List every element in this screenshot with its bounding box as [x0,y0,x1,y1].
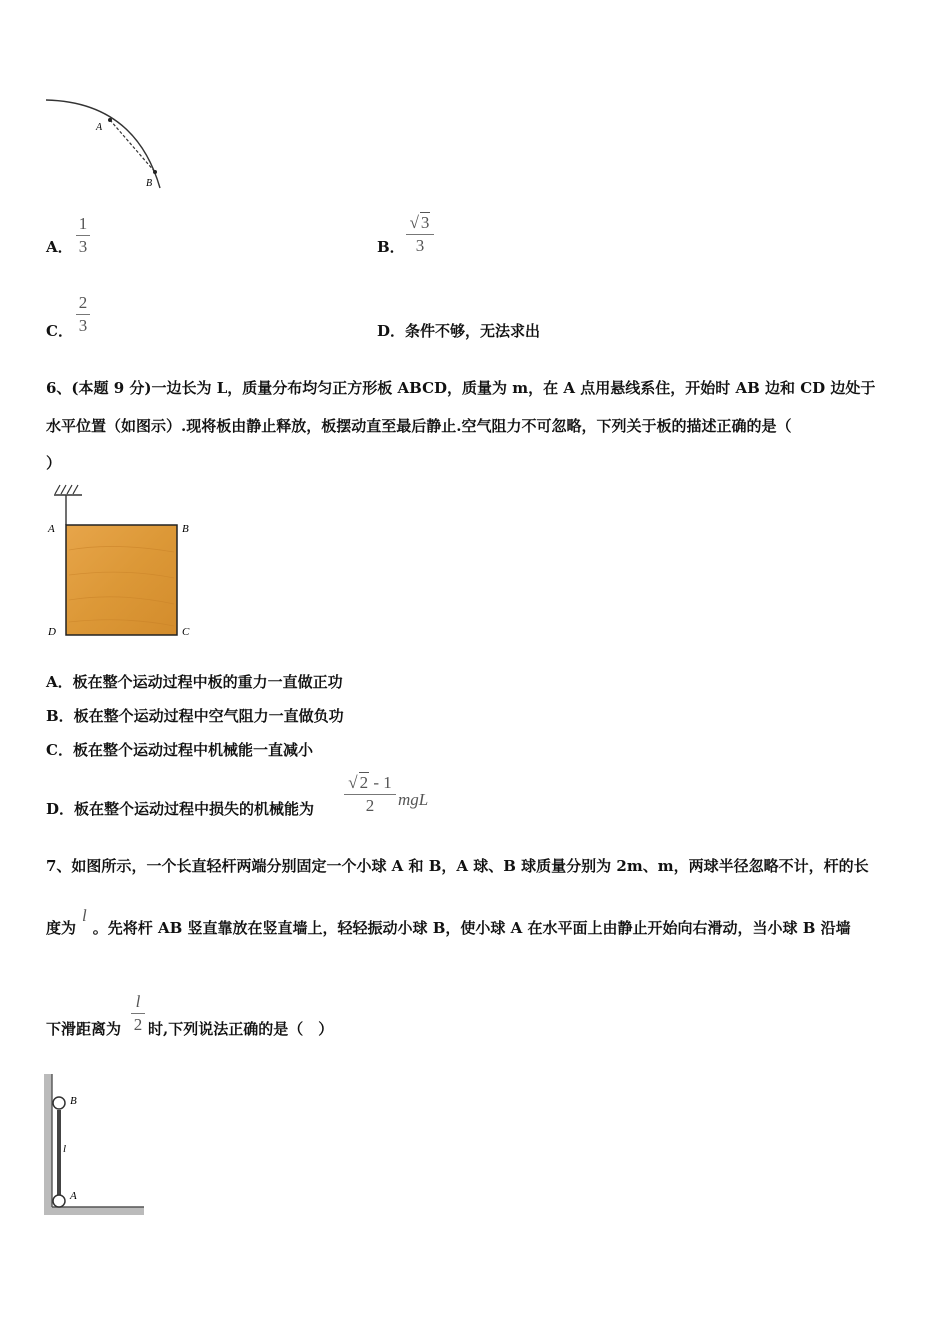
q5-option-b-fraction: √ 3 3 [406,212,434,256]
q5-option-c-fraction [76,293,90,336]
arc-label-a: A [96,122,103,133]
q7-fraction-num: l [135,992,141,1011]
rod-figure [40,1070,150,1220]
plate-label-d: D [48,626,56,638]
q5-option-a-den: 3 [78,237,88,256]
q5-option-b-den: 3 [415,236,425,255]
q6-stem-line2: 水平位置（如图示）.现将板由静止释放，板摆动直至最后静止.空气阻力不可忽略，下列关于板的描述正确的是（ [46,417,792,435]
q6-option-d-text: D．板在整个运动过程中损失的机械能为 [46,800,315,818]
q6-option-b: B．板在整个运动过程中空气阻力一直做负功 [46,707,344,725]
floor-hatch [44,1207,144,1215]
q6-option-d-root: 2 [359,773,369,792]
q7-stem-line3-pre: 下滑距离为 [46,1020,122,1038]
q5-option-d: D．条件不够，无法求出 [377,322,541,340]
q7-stem-line2: 度为l。先将杆 AB 竖直靠放在竖直墙上，轻轻振动小球 B，使小球 A 在水平面上由静止开始向右滑动，当小球 B 沿墙 [46,906,851,937]
ceiling-hatch [55,485,78,494]
ball-b [53,1097,65,1109]
arc-label-b: B [146,178,153,189]
q6-stem-line3: ） [46,454,62,472]
q7-length-fraction [131,992,145,1035]
q6-option-d-minus: - 1 [369,773,392,792]
q5-option-c-letter: C． [46,322,73,340]
q7-stem-line1: 7、如图所示，一个长直轻杆两端分别固定一个小球 A 和 B，A 球、B 球质量分别为 2m、m，两球半径忽略不计，杆的长 [46,857,869,875]
q6-stem-line1: 6、(本题 9 分)一边长为 L，质量分布均匀正方形板 ABCD，质量为 m，在 A 点用悬线系住，开始时 AB 边和 CD 边处于 [46,379,876,397]
point-b [153,170,157,174]
q5-option-a-num: 1 [78,214,88,233]
plate-figure [44,480,204,645]
wall-hatch [44,1074,52,1212]
ball-a [53,1195,65,1207]
chord-dashed [110,120,155,172]
q6-option-d-tail: mgL [398,790,429,809]
q7-fraction-den: 2 [133,1015,143,1034]
rod-label-a: A [70,1190,77,1202]
q6-option-c: C．板在整个运动过程中机械能一直减小 [46,741,313,759]
arc-curve [46,100,160,188]
q5-option-b-root: 3 [420,213,430,232]
square-plate [66,525,177,635]
q5-option-c-den: 3 [78,316,88,335]
q6-option-d-fraction: √ 2 - 1 2 [344,772,396,816]
q7-length-var: l [82,906,87,925]
q7-stem-line3-post: 时,下列说法正确的是（ ） [148,1020,334,1038]
q5-option-a-fraction [76,214,90,257]
point-a [108,118,112,122]
q5-option-a-letter: A． [46,238,73,256]
q6-option-a: A．板在整个运动过程中板的重力一直做正功 [46,673,343,691]
plate-label-c: C [182,626,190,638]
rod-label-b: B [70,1095,77,1107]
rod-label-l: l [63,1143,67,1155]
arc-figure [40,90,170,195]
plate-label-b: B [182,523,189,535]
q6-option-d-den: 2 [365,796,375,815]
q5-option-b-letter: B． [377,238,405,256]
q5-option-c-num: 2 [78,293,88,312]
plate-label-a: A [48,523,55,535]
